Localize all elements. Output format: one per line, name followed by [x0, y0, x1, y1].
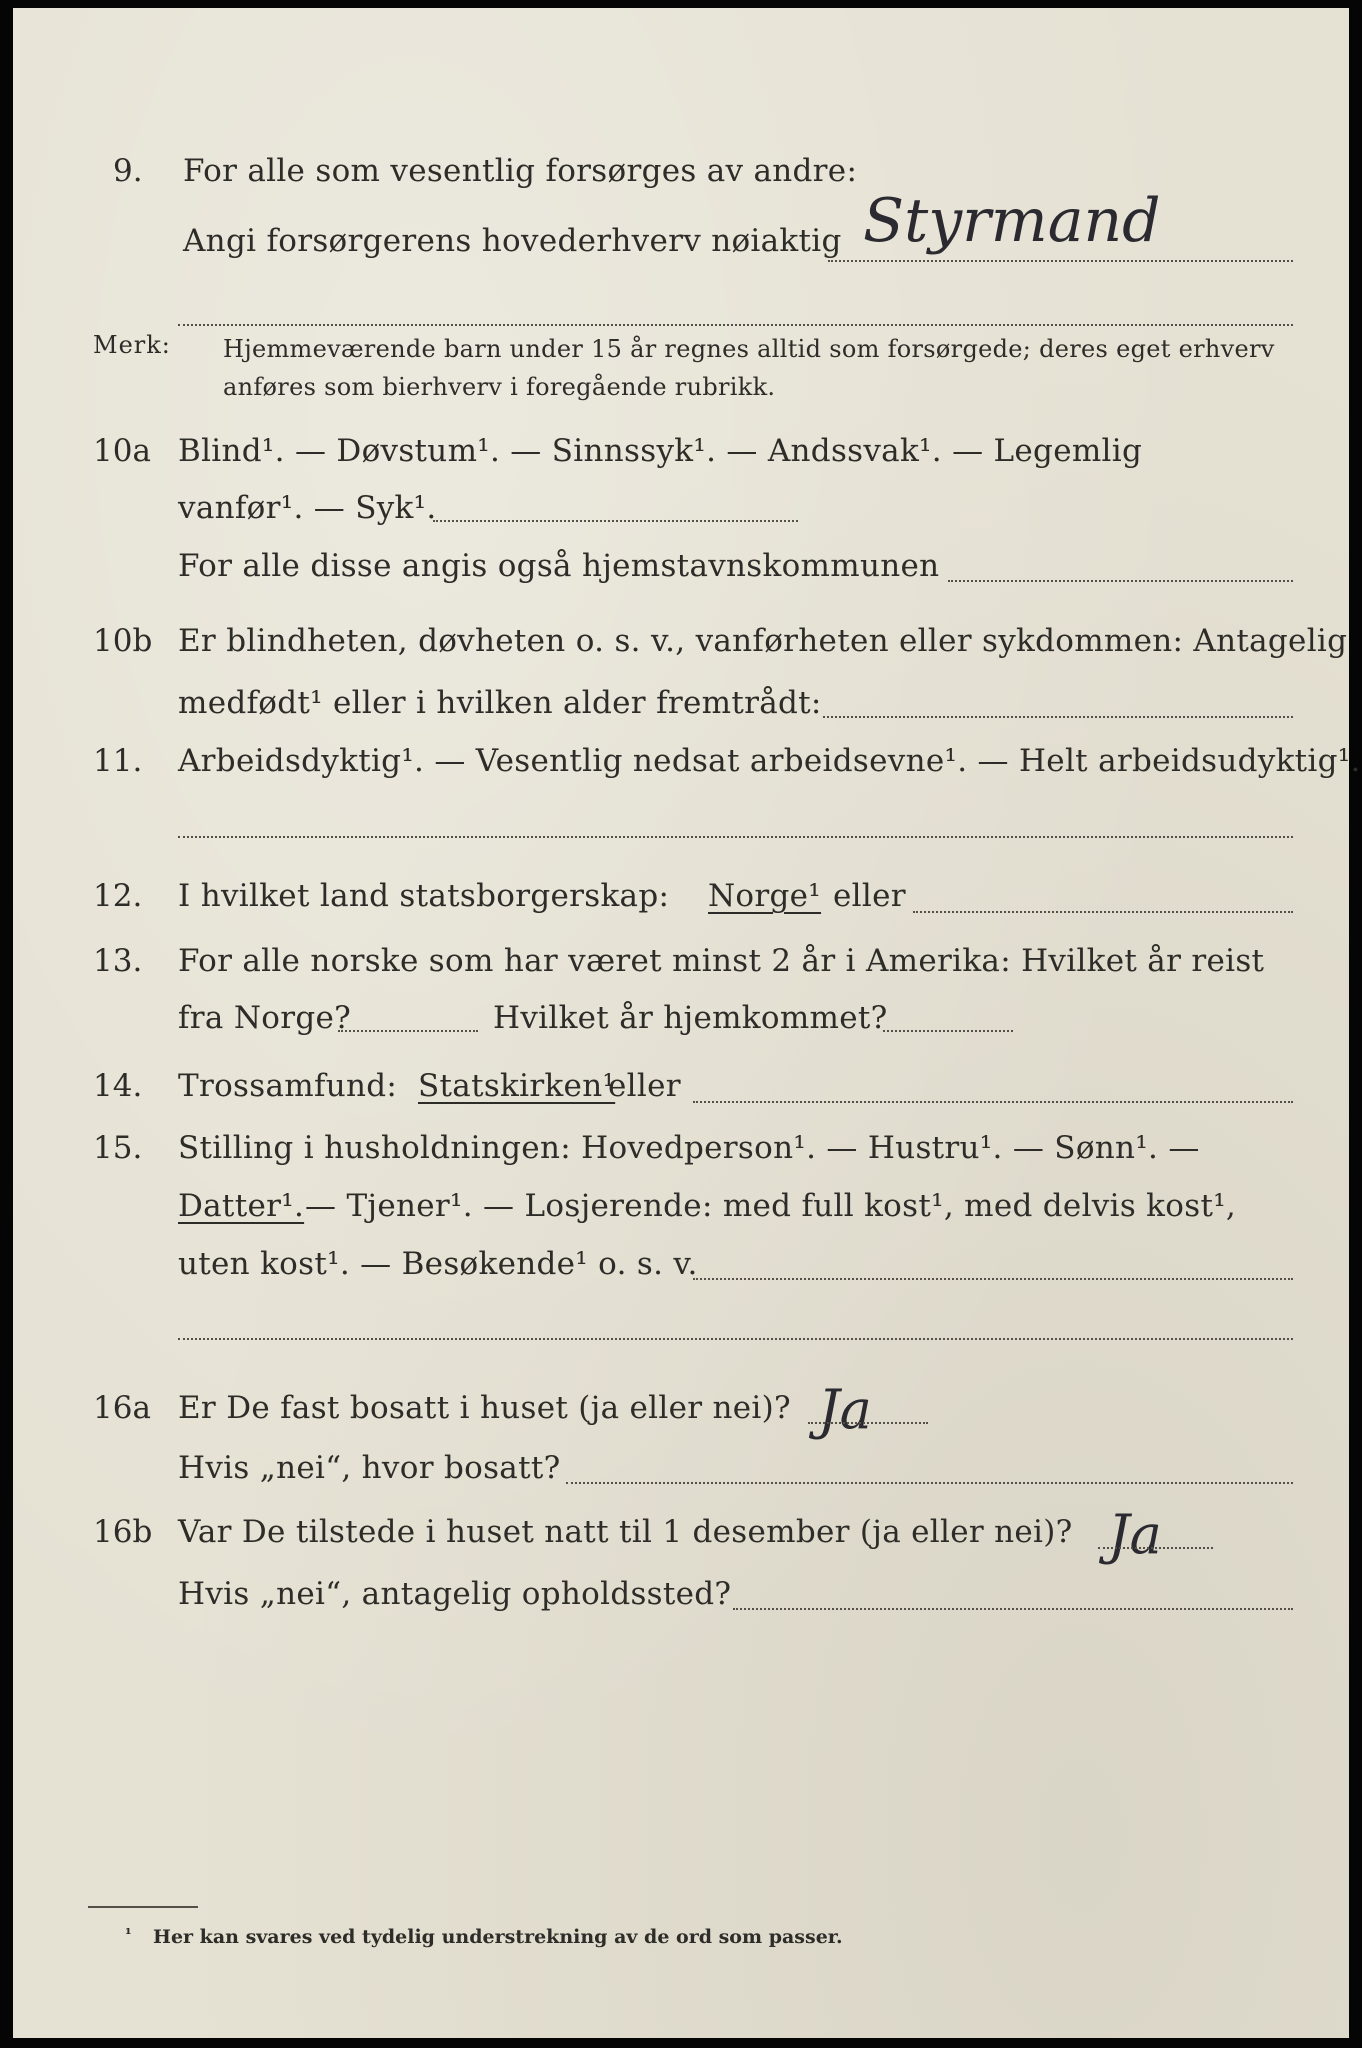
q15-line3: uten kost¹. — Besøkende¹ o. s. v. [178, 1246, 698, 1282]
q15-answer-line [693, 1278, 1293, 1280]
q14-statskirken-option[interactable]: Statskirken¹ [418, 1068, 616, 1104]
q10b-line1: Er blindheten, døvheten o. s. v., vanførheten eller sykdommen: Antagelig [178, 623, 1348, 659]
q10b-alder-line [823, 716, 1293, 718]
q9-extra-line [178, 324, 1293, 326]
q12-number: 12. [93, 878, 143, 914]
q10a-line2: vanfør¹. — Syk¹. [178, 490, 437, 526]
q10b-line2: medfødt¹ eller i hvilken alder fremtrådt: [178, 685, 822, 721]
q13-hjemkommet-line [883, 1030, 1013, 1032]
merk-line1: Hjemmeværende barn under 15 år regnes alltid som forsørgede; deres eget erhverv [223, 335, 1275, 363]
q11-number: 11. [93, 743, 143, 779]
q15-number: 15. [93, 1130, 143, 1166]
footnote-mark: ¹ [125, 1925, 132, 1943]
q15-extra-line [178, 1338, 1293, 1340]
census-form-page [13, 8, 1361, 2038]
q10a-syk-line [433, 520, 798, 522]
q10a-line1: Blind¹. — Døvstum¹. — Sinnssyk¹. — Andssvak¹. — Legemlig [178, 433, 1143, 469]
q16b-answer-line [1098, 1547, 1213, 1549]
q10a-number: 10a [93, 433, 151, 469]
q14-answer-line [693, 1101, 1293, 1103]
q16a-number: 16a [93, 1390, 151, 1426]
q16b-opholdssted-line [733, 1608, 1293, 1610]
q14-number: 14. [93, 1068, 143, 1104]
merk-label: Merk: [93, 331, 171, 359]
q9-line2: Angi forsørgerens hovederhverv nøiaktig [183, 223, 842, 259]
q13-line2a: fra Norge? [178, 1000, 352, 1036]
q16b-handwritten-answer[interactable]: Ja [1108, 1503, 1162, 1566]
q16a-handwritten-answer[interactable]: Ja [818, 1378, 872, 1441]
q13-number: 13. [93, 943, 143, 979]
q11-answer-line [178, 836, 1293, 838]
q16a-bosatt-line [566, 1482, 1293, 1484]
q9-answer-line [828, 260, 1293, 262]
q9-line1: For alle som vesentlig forsørges av andre: [183, 153, 858, 189]
q11-line1: Arbeidsdyktig¹. — Vesentlig nedsat arbeidsevne¹. — Helt arbeidsudyktig¹. [178, 743, 1361, 779]
q10a-kommune-line [948, 580, 1293, 582]
q16a-line1: Er De fast bosatt i huset (ja eller nei)? [178, 1390, 791, 1426]
q16a-line2: Hvis „nei“, hvor bosatt? [178, 1450, 561, 1486]
q9-number: 9. [113, 153, 143, 189]
q12-prefix: I hvilket land statsborgerskap: [178, 878, 670, 914]
q10a-line3: For alle disse angis også hjemstavnskommunen [178, 548, 940, 584]
q14-prefix: Trossamfund: [178, 1068, 398, 1104]
footnote-text: Her kan svares ved tydelig understrekning av de ord som passer. [153, 1926, 843, 1948]
q13-line2b: Hvilket år hjemkommet? [493, 1000, 888, 1036]
q13-reist-line [338, 1030, 478, 1032]
q16a-answer-line [808, 1422, 928, 1424]
q15-datter-option[interactable]: Datter¹. [178, 1188, 305, 1224]
q16b-number: 16b [93, 1514, 153, 1550]
q16b-line2: Hvis „nei“, antagelig opholdssted? [178, 1576, 732, 1612]
q9-handwritten-answer[interactable]: Styrmand [863, 186, 1161, 256]
q12-norge-option[interactable]: Norge¹ [708, 878, 822, 914]
footnote-rule [88, 1906, 198, 1908]
q12-suffix: eller [833, 878, 906, 914]
q10b-number: 10b [93, 623, 153, 659]
q15-line2-rest: — Tjener¹. — Losjerende: med full kost¹, med delvis kost¹, [305, 1188, 1237, 1224]
q14-suffix: eller [608, 1068, 681, 1104]
q16b-line1: Var De tilstede i huset natt til 1 desember (ja eller nei)? [178, 1514, 1073, 1550]
q13-line1: For alle norske som har været minst 2 år i Amerika: Hvilket år reist [178, 943, 1265, 979]
merk-line2: anføres som bierhverv i foregående rubrikk. [223, 373, 776, 401]
q15-line1: Stilling i husholdningen: Hovedperson¹. — Hustru¹. — Sønn¹. — [178, 1130, 1200, 1166]
q12-answer-line [913, 911, 1293, 913]
